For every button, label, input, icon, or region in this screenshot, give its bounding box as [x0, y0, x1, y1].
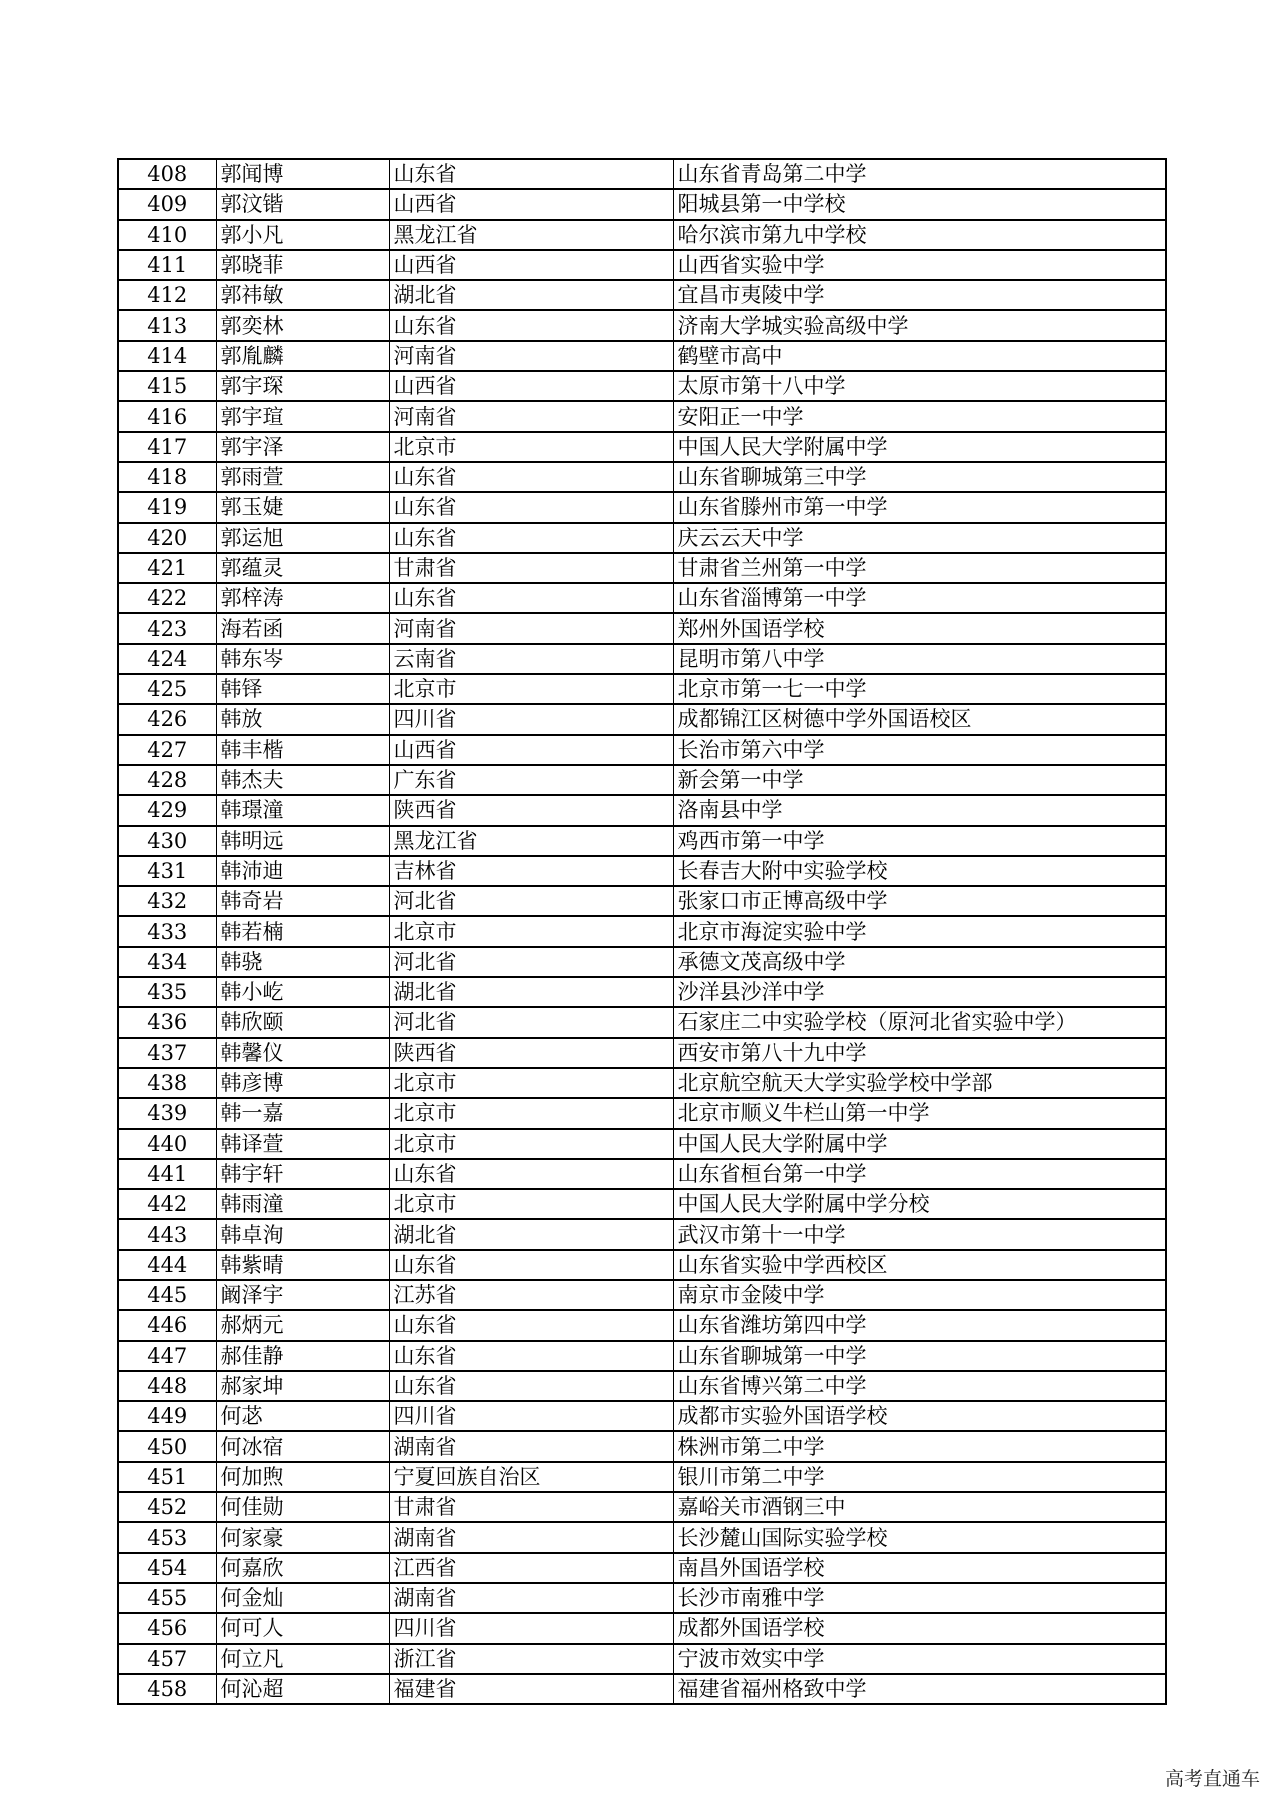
cell-school: 洛南县中学: [673, 795, 1166, 825]
cell-province: 河北省: [389, 947, 673, 977]
cell-student-name: 郭梓涛: [216, 583, 389, 613]
cell-school: 宜昌市夷陵中学: [673, 280, 1166, 310]
cell-province: 湖北省: [389, 1219, 673, 1249]
cell-student-name: 韩丰楷: [216, 735, 389, 765]
cell-province: 山东省: [389, 583, 673, 613]
cell-row-number: 410: [118, 220, 216, 250]
cell-school: 长沙麓山国际实验学校: [673, 1522, 1166, 1552]
table-row: [118, 1098, 1166, 1128]
table-row: [118, 553, 1166, 583]
cell-student-name: 郭宇泽: [216, 432, 389, 462]
cell-student-name: 韩放: [216, 704, 389, 734]
cell-province: 北京市: [389, 1068, 673, 1098]
cell-row-number: 451: [118, 1462, 216, 1492]
table-row: [118, 1553, 1166, 1583]
cell-school: 福建省福州格致中学: [673, 1674, 1166, 1704]
cell-row-number: 409: [118, 189, 216, 219]
cell-province: 湖南省: [389, 1431, 673, 1461]
cell-school: 成都外国语学校: [673, 1613, 1166, 1643]
cell-school: 山东省聊城第一中学: [673, 1341, 1166, 1371]
cell-province: 山东省: [389, 159, 673, 189]
cell-student-name: 何金灿: [216, 1583, 389, 1613]
cell-row-number: 416: [118, 401, 216, 431]
cell-student-name: 韩骁: [216, 947, 389, 977]
cell-province: 湖北省: [389, 977, 673, 1007]
cell-province: 山西省: [389, 250, 673, 280]
cell-student-name: 海若函: [216, 613, 389, 643]
cell-province: 山东省: [389, 1371, 673, 1401]
table-row: [118, 583, 1166, 613]
cell-student-name: 何立凡: [216, 1644, 389, 1674]
cell-province: 河北省: [389, 1007, 673, 1037]
table-row: [118, 1674, 1166, 1704]
cell-row-number: 427: [118, 735, 216, 765]
cell-row-number: 432: [118, 886, 216, 916]
cell-school: 新会第一中学: [673, 765, 1166, 795]
table-row: [118, 250, 1166, 280]
cell-row-number: 411: [118, 250, 216, 280]
cell-student-name: 韩小屹: [216, 977, 389, 1007]
cell-school: 山东省聊城第三中学: [673, 462, 1166, 492]
cell-row-number: 434: [118, 947, 216, 977]
cell-school: 株洲市第二中学: [673, 1431, 1166, 1461]
table-row: [118, 371, 1166, 401]
cell-student-name: 韩一嘉: [216, 1098, 389, 1128]
cell-school: 山东省淄博第一中学: [673, 583, 1166, 613]
cell-school: 北京市第一七一中学: [673, 674, 1166, 704]
cell-school: 南京市金陵中学: [673, 1280, 1166, 1310]
cell-row-number: 429: [118, 795, 216, 825]
cell-row-number: 413: [118, 310, 216, 340]
watermark-text: 高考直通车: [1164, 1768, 1260, 1790]
cell-school: 安阳正一中学: [673, 401, 1166, 431]
table-row: [118, 1341, 1166, 1371]
cell-school: 济南大学城实验高级中学: [673, 310, 1166, 340]
cell-school: 山东省青岛第二中学: [673, 159, 1166, 189]
table-row: [118, 462, 1166, 492]
cell-row-number: 412: [118, 280, 216, 310]
cell-student-name: 韩奇岩: [216, 886, 389, 916]
cell-student-name: 韩沛迪: [216, 856, 389, 886]
table-row: [118, 644, 1166, 674]
cell-row-number: 418: [118, 462, 216, 492]
cell-row-number: 419: [118, 492, 216, 522]
cell-province: 河南省: [389, 613, 673, 643]
cell-row-number: 421: [118, 553, 216, 583]
cell-school: 承德文茂高级中学: [673, 947, 1166, 977]
cell-student-name: 郭祎敏: [216, 280, 389, 310]
cell-student-name: 何苾: [216, 1401, 389, 1431]
cell-province: 陕西省: [389, 1038, 673, 1068]
cell-province: 陕西省: [389, 795, 673, 825]
cell-school: 甘肃省兰州第一中学: [673, 553, 1166, 583]
cell-school: 长春吉大附中实验学校: [673, 856, 1166, 886]
cell-row-number: 445: [118, 1280, 216, 1310]
cell-school: 张家口市正博高级中学: [673, 886, 1166, 916]
cell-school: 武汉市第十一中学: [673, 1219, 1166, 1249]
cell-student-name: 郭胤麟: [216, 341, 389, 371]
cell-province: 河南省: [389, 341, 673, 371]
cell-school: 山东省桓台第一中学: [673, 1159, 1166, 1189]
cell-student-name: 韩璟潼: [216, 795, 389, 825]
table-row: [118, 886, 1166, 916]
table-row: [118, 1219, 1166, 1249]
cell-province: 四川省: [389, 1401, 673, 1431]
table-row: [118, 220, 1166, 250]
cell-province: 山东省: [389, 1341, 673, 1371]
table-row: [118, 856, 1166, 886]
cell-school: 北京市海淀实验中学: [673, 916, 1166, 946]
table-row: [118, 523, 1166, 553]
cell-province: 山东省: [389, 1310, 673, 1340]
table-row: [118, 280, 1166, 310]
cell-school: 中国人民大学附属中学: [673, 1129, 1166, 1159]
cell-province: 北京市: [389, 916, 673, 946]
cell-student-name: 阚泽宇: [216, 1280, 389, 1310]
cell-province: 甘肃省: [389, 1492, 673, 1522]
cell-student-name: 郭宇琛: [216, 371, 389, 401]
cell-province: 广东省: [389, 765, 673, 795]
cell-province: 江西省: [389, 1553, 673, 1583]
table-row: [118, 1129, 1166, 1159]
cell-student-name: 韩译萱: [216, 1129, 389, 1159]
table-row: [118, 795, 1166, 825]
cell-province: 山西省: [389, 735, 673, 765]
table-row: [118, 1068, 1166, 1098]
cell-province: 河北省: [389, 886, 673, 916]
cell-student-name: 韩卓洵: [216, 1219, 389, 1249]
cell-province: 北京市: [389, 1129, 673, 1159]
table-row: [118, 735, 1166, 765]
cell-row-number: 417: [118, 432, 216, 462]
cell-school: 山东省实验中学西校区: [673, 1250, 1166, 1280]
cell-student-name: 何可人: [216, 1613, 389, 1643]
cell-province: 福建省: [389, 1674, 673, 1704]
cell-province: 四川省: [389, 704, 673, 734]
cell-student-name: 韩若楠: [216, 916, 389, 946]
table-row: [118, 1613, 1166, 1643]
cell-school: 南昌外国语学校: [673, 1553, 1166, 1583]
cell-school: 昆明市第八中学: [673, 644, 1166, 674]
cell-province: 江苏省: [389, 1280, 673, 1310]
table-row: [118, 1371, 1166, 1401]
cell-school: 庆云云天中学: [673, 523, 1166, 553]
table-row: [118, 765, 1166, 795]
cell-student-name: 韩东岑: [216, 644, 389, 674]
cell-school: 成都锦江区树德中学外国语校区: [673, 704, 1166, 734]
cell-row-number: 425: [118, 674, 216, 704]
cell-row-number: 424: [118, 644, 216, 674]
cell-student-name: 韩欣颐: [216, 1007, 389, 1037]
cell-province: 四川省: [389, 1613, 673, 1643]
cell-province: 北京市: [389, 432, 673, 462]
cell-student-name: 郝佳静: [216, 1341, 389, 1371]
cell-student-name: 郭闻博: [216, 159, 389, 189]
cell-row-number: 440: [118, 1129, 216, 1159]
cell-row-number: 447: [118, 1341, 216, 1371]
cell-student-name: 韩明远: [216, 826, 389, 856]
cell-student-name: 郭运旭: [216, 523, 389, 553]
cell-row-number: 457: [118, 1644, 216, 1674]
cell-row-number: 433: [118, 916, 216, 946]
cell-student-name: 韩铎: [216, 674, 389, 704]
table-row: [118, 1401, 1166, 1431]
cell-row-number: 428: [118, 765, 216, 795]
cell-row-number: 437: [118, 1038, 216, 1068]
cell-school: 西安市第八十九中学: [673, 1038, 1166, 1068]
cell-row-number: 430: [118, 826, 216, 856]
cell-student-name: 何冰宿: [216, 1431, 389, 1461]
cell-student-name: 韩紫晴: [216, 1250, 389, 1280]
cell-school: 阳城县第一中学校: [673, 189, 1166, 219]
cell-school: 哈尔滨市第九中学校: [673, 220, 1166, 250]
cell-student-name: 郭奕林: [216, 310, 389, 340]
cell-school: 山东省滕州市第一中学: [673, 492, 1166, 522]
table-row: [118, 1280, 1166, 1310]
cell-school: 中国人民大学附属中学: [673, 432, 1166, 462]
cell-province: 甘肃省: [389, 553, 673, 583]
cell-student-name: 郭晓菲: [216, 250, 389, 280]
cell-province: 山东省: [389, 462, 673, 492]
table-row: [118, 1007, 1166, 1037]
table-row: [118, 1250, 1166, 1280]
cell-row-number: 458: [118, 1674, 216, 1704]
cell-province: 宁夏回族自治区: [389, 1462, 673, 1492]
cell-row-number: 456: [118, 1613, 216, 1643]
cell-row-number: 438: [118, 1068, 216, 1098]
table-row: [118, 1159, 1166, 1189]
cell-province: 黑龙江省: [389, 220, 673, 250]
table-row: [118, 1462, 1166, 1492]
cell-student-name: 郭蕴灵: [216, 553, 389, 583]
table-row: [118, 1310, 1166, 1340]
cell-student-name: 何嘉欣: [216, 1553, 389, 1583]
table-row: [118, 826, 1166, 856]
cell-student-name: 郭小凡: [216, 220, 389, 250]
cell-school: 长沙市南雅中学: [673, 1583, 1166, 1613]
cell-row-number: 422: [118, 583, 216, 613]
cell-row-number: 426: [118, 704, 216, 734]
student-list-body: [118, 159, 1166, 1704]
cell-school: 石家庄二中实验学校（原河北省实验中学）: [673, 1007, 1166, 1037]
cell-school: 成都市实验外国语学校: [673, 1401, 1166, 1431]
cell-student-name: 韩馨仪: [216, 1038, 389, 1068]
cell-student-name: 何家豪: [216, 1522, 389, 1552]
cell-student-name: 郭宇瑄: [216, 401, 389, 431]
table-row: [118, 189, 1166, 219]
cell-row-number: 408: [118, 159, 216, 189]
table-row: [118, 704, 1166, 734]
cell-province: 湖南省: [389, 1583, 673, 1613]
cell-row-number: 449: [118, 1401, 216, 1431]
cell-student-name: 郝炳元: [216, 1310, 389, 1340]
cell-province: 浙江省: [389, 1644, 673, 1674]
cell-row-number: 450: [118, 1431, 216, 1461]
cell-student-name: 郭雨萱: [216, 462, 389, 492]
cell-school: 北京航空航天大学实验学校中学部: [673, 1068, 1166, 1098]
cell-student-name: 韩彦博: [216, 1068, 389, 1098]
cell-province: 北京市: [389, 1189, 673, 1219]
cell-student-name: 何加煦: [216, 1462, 389, 1492]
table-row: [118, 1492, 1166, 1522]
cell-province: 山东省: [389, 310, 673, 340]
cell-row-number: 446: [118, 1310, 216, 1340]
table-row: [118, 674, 1166, 704]
cell-school: 北京市顺义牛栏山第一中学: [673, 1098, 1166, 1128]
cell-school: 嘉峪关市酒钢三中: [673, 1492, 1166, 1522]
cell-province: 黑龙江省: [389, 826, 673, 856]
cell-school: 中国人民大学附属中学分校: [673, 1189, 1166, 1219]
cell-student-name: 郝家坤: [216, 1371, 389, 1401]
table-row: [118, 916, 1166, 946]
cell-row-number: 423: [118, 613, 216, 643]
cell-row-number: 431: [118, 856, 216, 886]
cell-school: 银川市第二中学: [673, 1462, 1166, 1492]
cell-province: 山东省: [389, 523, 673, 553]
table-row: [118, 1038, 1166, 1068]
cell-province: 湖南省: [389, 1522, 673, 1552]
table-row: [118, 1522, 1166, 1552]
cell-student-name: 何佳勋: [216, 1492, 389, 1522]
cell-school: 山西省实验中学: [673, 250, 1166, 280]
cell-province: 山东省: [389, 1250, 673, 1280]
table-row: [118, 341, 1166, 371]
cell-province: 山东省: [389, 1159, 673, 1189]
cell-student-name: 何沁超: [216, 1674, 389, 1704]
cell-school: 沙洋县沙洋中学: [673, 977, 1166, 1007]
cell-student-name: 韩雨潼: [216, 1189, 389, 1219]
cell-row-number: 435: [118, 977, 216, 1007]
table-row: [118, 1431, 1166, 1461]
cell-province: 吉林省: [389, 856, 673, 886]
cell-province: 山西省: [389, 189, 673, 219]
cell-row-number: 443: [118, 1219, 216, 1249]
cell-row-number: 454: [118, 1553, 216, 1583]
cell-province: 云南省: [389, 644, 673, 674]
cell-row-number: 455: [118, 1583, 216, 1613]
cell-school: 鹤壁市高中: [673, 341, 1166, 371]
cell-province: 北京市: [389, 1098, 673, 1128]
cell-row-number: 436: [118, 1007, 216, 1037]
cell-row-number: 441: [118, 1159, 216, 1189]
table-row: [118, 1189, 1166, 1219]
table-row: [118, 310, 1166, 340]
table-row: [118, 401, 1166, 431]
cell-student-name: 郭玉婕: [216, 492, 389, 522]
cell-row-number: 414: [118, 341, 216, 371]
cell-row-number: 448: [118, 1371, 216, 1401]
table-row: [118, 977, 1166, 1007]
cell-row-number: 452: [118, 1492, 216, 1522]
table-row: [118, 1644, 1166, 1674]
table-row: [118, 432, 1166, 462]
cell-row-number: 453: [118, 1522, 216, 1552]
cell-row-number: 439: [118, 1098, 216, 1128]
cell-province: 山西省: [389, 371, 673, 401]
cell-student-name: 郭汶锴: [216, 189, 389, 219]
cell-school: 太原市第十八中学: [673, 371, 1166, 401]
table-row: [118, 1583, 1166, 1613]
table-row: [118, 159, 1166, 189]
cell-school: 鸡西市第一中学: [673, 826, 1166, 856]
cell-row-number: 420: [118, 523, 216, 553]
cell-row-number: 444: [118, 1250, 216, 1280]
cell-school: 长治市第六中学: [673, 735, 1166, 765]
cell-school: 山东省潍坊第四中学: [673, 1310, 1166, 1340]
cell-school: 郑州外国语学校: [673, 613, 1166, 643]
cell-province: 湖北省: [389, 280, 673, 310]
cell-province: 北京市: [389, 674, 673, 704]
cell-row-number: 415: [118, 371, 216, 401]
cell-province: 河南省: [389, 401, 673, 431]
cell-student-name: 韩杰夫: [216, 765, 389, 795]
table-row: [118, 947, 1166, 977]
cell-row-number: 442: [118, 1189, 216, 1219]
table-row: [118, 613, 1166, 643]
table-row: [118, 492, 1166, 522]
student-list-table: [117, 158, 1167, 1705]
cell-school: 宁波市效实中学: [673, 1644, 1166, 1674]
cell-student-name: 韩宇轩: [216, 1159, 389, 1189]
cell-school: 山东省博兴第二中学: [673, 1371, 1166, 1401]
cell-province: 山东省: [389, 492, 673, 522]
